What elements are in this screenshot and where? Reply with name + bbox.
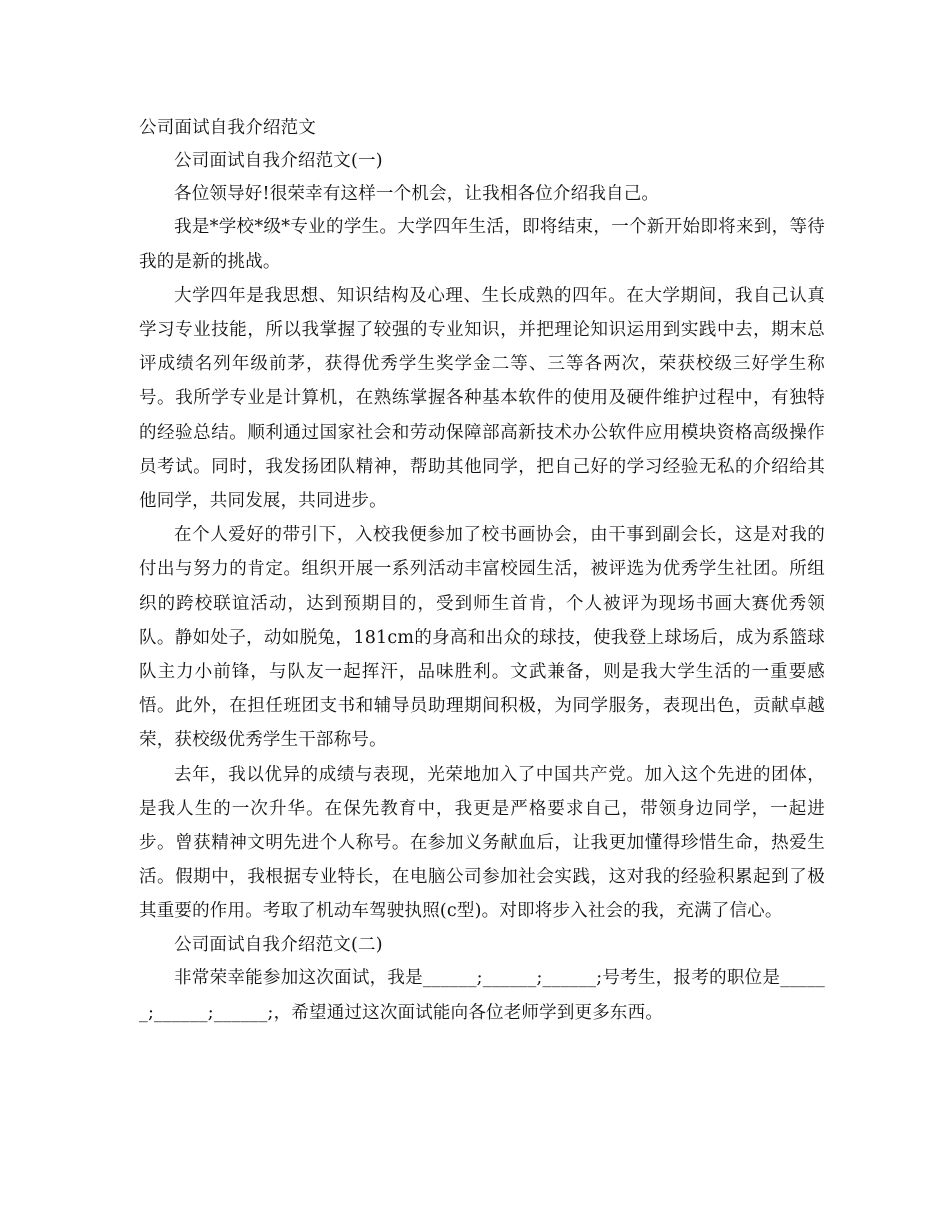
- section-heading-2: 公司面试自我介绍范文(二): [174, 934, 383, 955]
- paragraph-intro: 我是*学校*级*专业的学生。大学四年生活，即将结束，一个新开始即将来到，等待我的是新的挑战。: [139, 217, 825, 272]
- paragraph-party: 去年，我以优异的成绩与表现，光荣地加入了中国共产党。加入这个先进的团体，是我人生的一次升华。在保先教育中，我更是严格要求自己，带领身边同学，一起进步。曾获精神文明先进个人称号。在参加义务献血后，让我更加懂得珍惜生命，热爱生活。假期中，我根据专业特长，在电脑公司参加社会实践，这对我的经验积累起到了极其重要的作用。考取了机动车驾驶执照(c型)。对即将步入社会的我，充满了信心。: [139, 764, 825, 922]
- paragraph-activities: 在个人爱好的带引下，入校我便参加了校书画协会，由干事到副会长，这是对我的付出与努力的肯定。组织开展一系列活动丰富校园生活，被评选为优秀学生社团。所组织的跨校联谊活动，达到预期目的，受到师生首肯，个人被评为现场书画大赛优秀领队。静如处子，动如脱兔，181cm的身高和出众的球技，使我登上球场后，成为系篮球队主力小前锋，与队友一起挥汗，品味胜利。文武兼备，则是我大学生活的一重要感悟。此外，在担任班团支书和辅导员助理期间积极，为同学服务，表现出色，贡献卓越荣，获校级优秀学生干部称号。: [139, 525, 825, 751]
- paragraph-interview: 非常荣幸能参加这次面试，我是______;______;______;号考生，报考的职位是______;______;______;，希望通过这次面试能向各位老师学到更多东西。: [139, 968, 825, 1023]
- document-title: 公司面试自我介绍范文: [139, 118, 316, 138]
- paragraph-study: 大学四年是我思想、知识结构及心理、生长成熟的四年。在大学期间，我自己认真学习专业技能，所以我掌握了较强的专业知识，并把理论知识运用到实践中去，期末总评成绩名列年级前茅，获得优秀学生奖学金二等、三等各两次，荣获校级三好学生称号。我所学专业是计算机，在熟练掌握各种基本软件的使用及硬件维护过程中，有独特的经验总结。顺利通过国家社会和劳动保障部高新技术办公软件应用模块资格高级操作员考试。同时，我发扬团队精神，帮助其他同学，把自己好的学习经验无私的介绍给其他同学，共同发展，共同进步。: [139, 285, 825, 512]
- document-page: [139, 112, 825, 1030]
- paragraph-greeting: 各位领导好!很荣幸有这样一个机会，让我相各位介绍我自己。: [174, 183, 660, 204]
- section-heading-1: 公司面试自我介绍范文(一): [174, 150, 383, 171]
